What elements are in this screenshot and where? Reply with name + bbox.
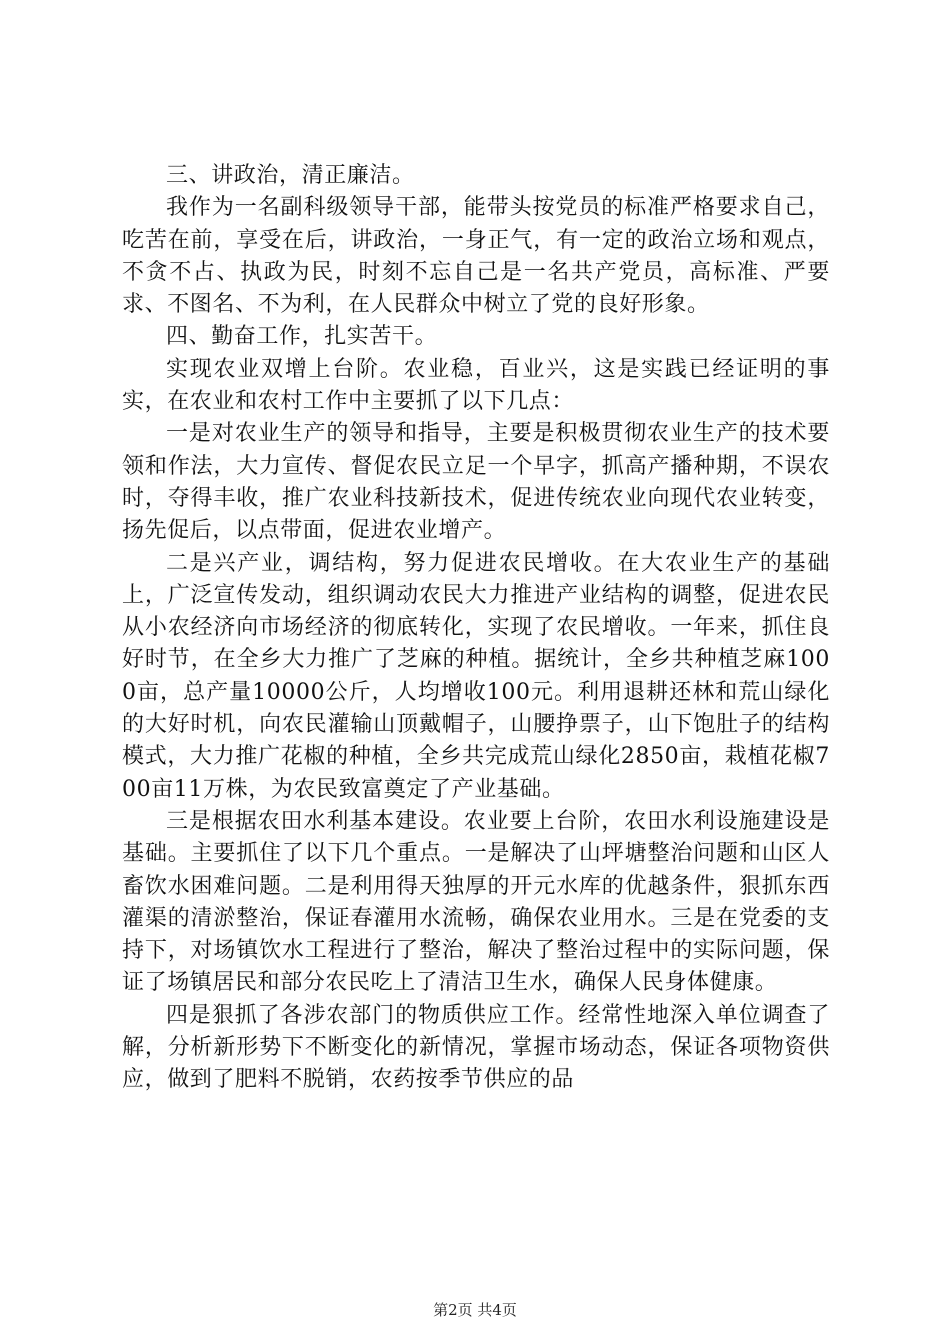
- heading-three-politics: 三、讲政治，清正廉洁。: [166, 163, 415, 188]
- paragraph-point-one: 一是对农业生产的领导和指导，主要是积极贯彻农业生产的技术要领和作法，大力宣传、督促农民立足一个早字，抓高产播种期，不误农时，夺得丰收，推广农业科技新技术，促进传统农业向现代农业转变，扬先促后，以点带面，促进农业增产。: [122, 421, 830, 544]
- paragraph-point-two: 二是兴产业，调结构，努力促进农民增收。在大农业生产的基础上，广泛宣传发动，组织调动农民大力推进产业结构的调整，促进农民从小农经济向市场经济的彻底转化，实现了农民增收。一年来，抓住良好时节，在全乡大力推广了芝麻的种植。据统计，全乡共种植芝麻1000亩，总产量10000公斤，人均增收100元。利用退耕还林和荒山绿化的大好时机，向农民灌输山顶戴帽子，山腰挣票子，山下饱肚子的结构模式，大力推广花椒的种植，全乡共完成荒山绿化2850亩，栽植花椒700亩11万株，为农民致富奠定了产业基础。: [122, 550, 830, 802]
- paragraph-self-discipline: 我作为一名副科级领导干部，能带头按党员的标准严格要求自己，吃苦在前，享受在后，讲政治，一身正气，有一定的政治立场和观点，不贪不占、执政为民，时刻不忘自己是一名共产党员，高标准、严要求、不图名、不为利，在人民群众中树立了党的良好形象。: [122, 195, 830, 318]
- paragraph-point-four: 四是狠抓了各涉农部门的物质供应工作。经常性地深入单位调查了解，分析新形势下不断变化的新情况，掌握市场动态，保证各项物资供应，做到了肥料不脱销，农药按季节供应的品: [122, 1002, 830, 1093]
- page-number-footer: 第2页 共4页: [433, 1301, 517, 1319]
- paragraph-point-three: 三是根据农田水利基本建设。农业要上台阶，农田水利设施建设是基础。主要抓住了以下几个重点。一是解决了山坪塘整治问题和山区人畜饮水困难问题。二是利用得天独厚的开元水库的优越条件，狠抓东西灌渠的清淤整治，保证春灌用水流畅，确保农业用水。三是在党委的支持下，对场镇饮水工程进行了整治，解决了整治过程中的实际问题，保证了场镇居民和部分农民吃上了清洁卫生水，确保人民身体健康。: [122, 808, 830, 996]
- paragraph-agriculture-intro: 实现农业双增上台阶。农业稳，百业兴，这是实践已经证明的事实，在农业和农村工作中主要抓了以下几点：: [122, 356, 830, 415]
- heading-four-diligence: 四、勤奋工作，扎实苦干。: [166, 324, 438, 350]
- document-body: [122, 160, 830, 1097]
